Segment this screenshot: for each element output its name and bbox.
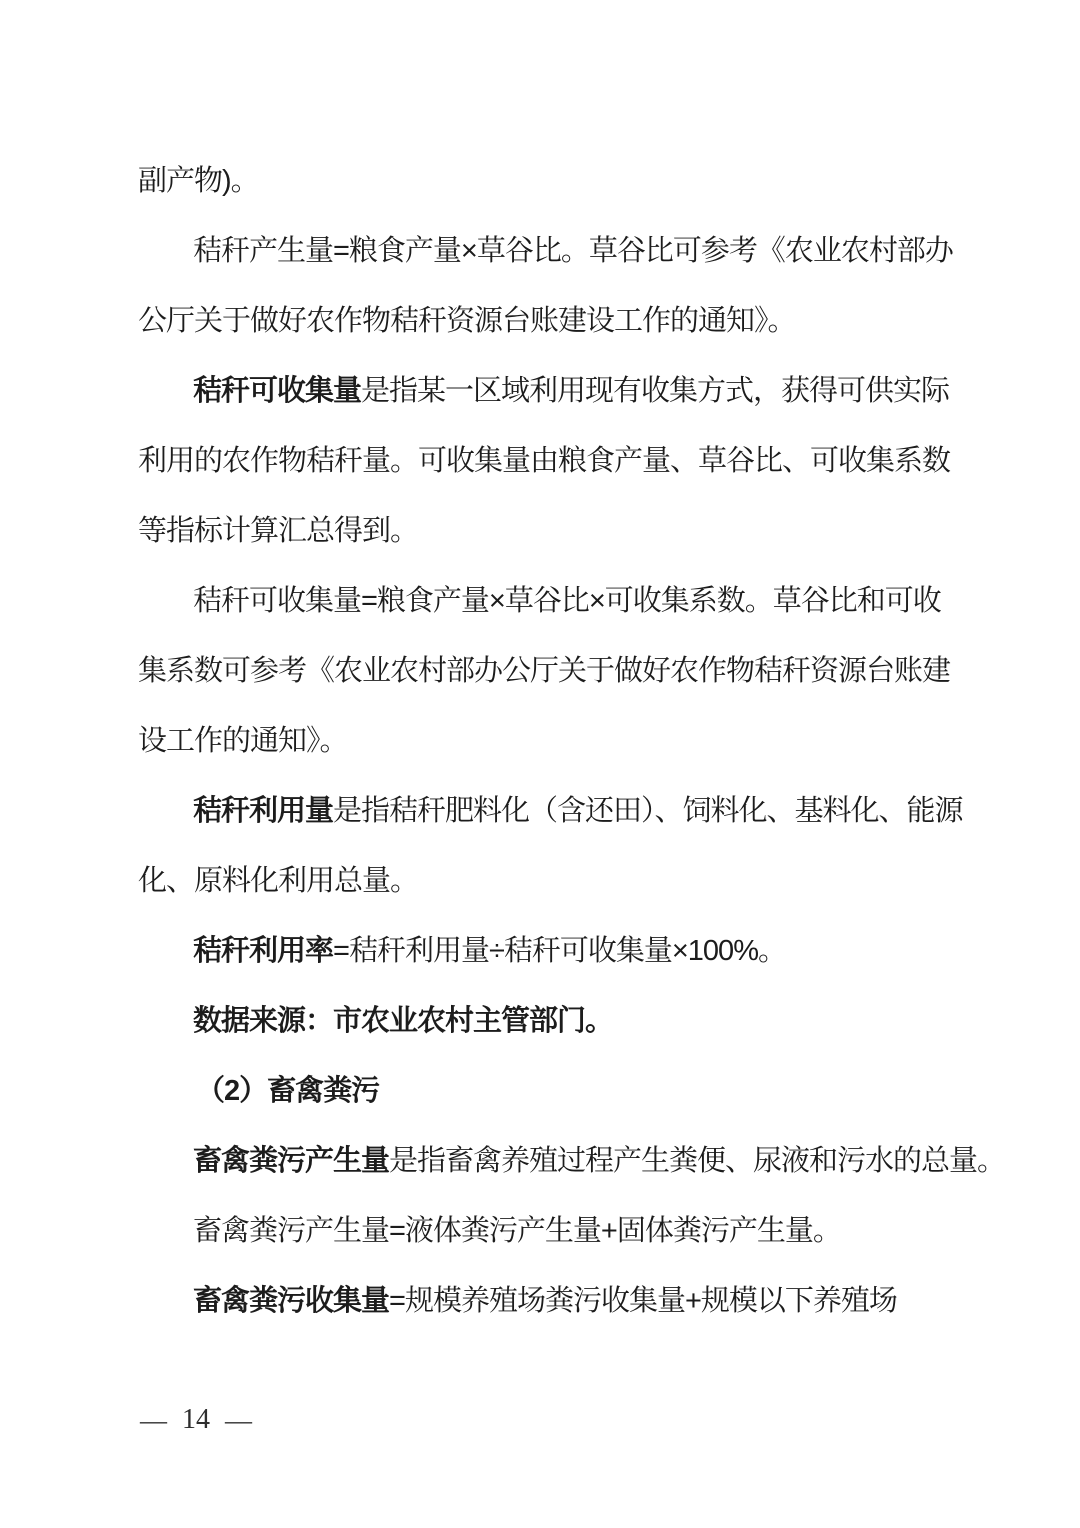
document-line (193, 933, 786, 969)
document-line (193, 373, 949, 409)
line-text: =规模养殖场粪污收集量+规模以下养殖场 (389, 1285, 897, 1317)
document-line (138, 303, 796, 339)
line-text: 秸秆产生量=粮食产量×草谷比。草谷比可参考《农业农村部办 (193, 235, 953, 267)
document-line (138, 863, 418, 899)
term-bold: 畜禽粪污产生量 (193, 1145, 390, 1177)
line-text: 是指某一区域利用现有收集方式，获得可供实际 (361, 375, 950, 407)
footer-dash-left: — (140, 1404, 167, 1435)
document-line (193, 793, 963, 829)
page-footer (140, 1404, 252, 1436)
document-line (138, 653, 950, 689)
section-heading (196, 1073, 379, 1109)
document-line (193, 1213, 841, 1249)
document-line (193, 1143, 1005, 1179)
line-text: =秸秆利用量÷秸秆可收集量×100%。 (333, 935, 786, 967)
line-text: 是指秸秆肥料化（含还田）、饲料化、基料化、能源 (333, 795, 963, 827)
line-text: 公厅关于做好农作物秸秆资源台账建设工作的通知》。 (138, 305, 796, 337)
document-line (138, 163, 259, 199)
line-text: 集系数可参考《农业农村部办公厅关于做好农作物秸秆资源台账建 (138, 655, 951, 687)
document-line (138, 723, 348, 759)
term-bold: 数据来源：市农业农村主管部门。 (193, 1005, 614, 1037)
line-text: 副产物)。 (138, 165, 259, 197)
data-source-line (193, 1003, 613, 1039)
line-text: 设工作的通知》。 (138, 725, 348, 757)
line-text: 等指标计算汇总得到。 (138, 515, 419, 547)
line-text: 化、原料化利用总量。 (138, 865, 419, 897)
document-line (138, 513, 418, 549)
heading-bold: （2）畜禽粪污 (196, 1075, 380, 1107)
document-line (193, 583, 941, 619)
line-text: 秸秆可收集量=粮食产量×草谷比×可收集系数。草谷比和可收 (193, 585, 941, 617)
page-number: 14 (182, 1404, 210, 1435)
document-line (193, 233, 953, 269)
line-text: 是指畜禽养殖过程产生粪便、尿液和污水的总量。 (389, 1145, 1006, 1177)
footer-dash-right: — (225, 1404, 252, 1435)
term-bold: 秸秆可收集量 (193, 375, 362, 407)
term-bold: 畜禽粪污收集量 (193, 1285, 390, 1317)
line-text: 利用的农作物秸秆量。可收集量由粮食产量、草谷比、可收集系数 (138, 445, 951, 477)
term-bold: 秸秆利用量 (193, 795, 334, 827)
term-bold: 秸秆利用率 (193, 935, 334, 967)
document-line (138, 443, 950, 479)
document-line (193, 1283, 897, 1319)
line-text: 畜禽粪污产生量=液体粪污产生量+固体粪污产生量。 (193, 1215, 841, 1247)
